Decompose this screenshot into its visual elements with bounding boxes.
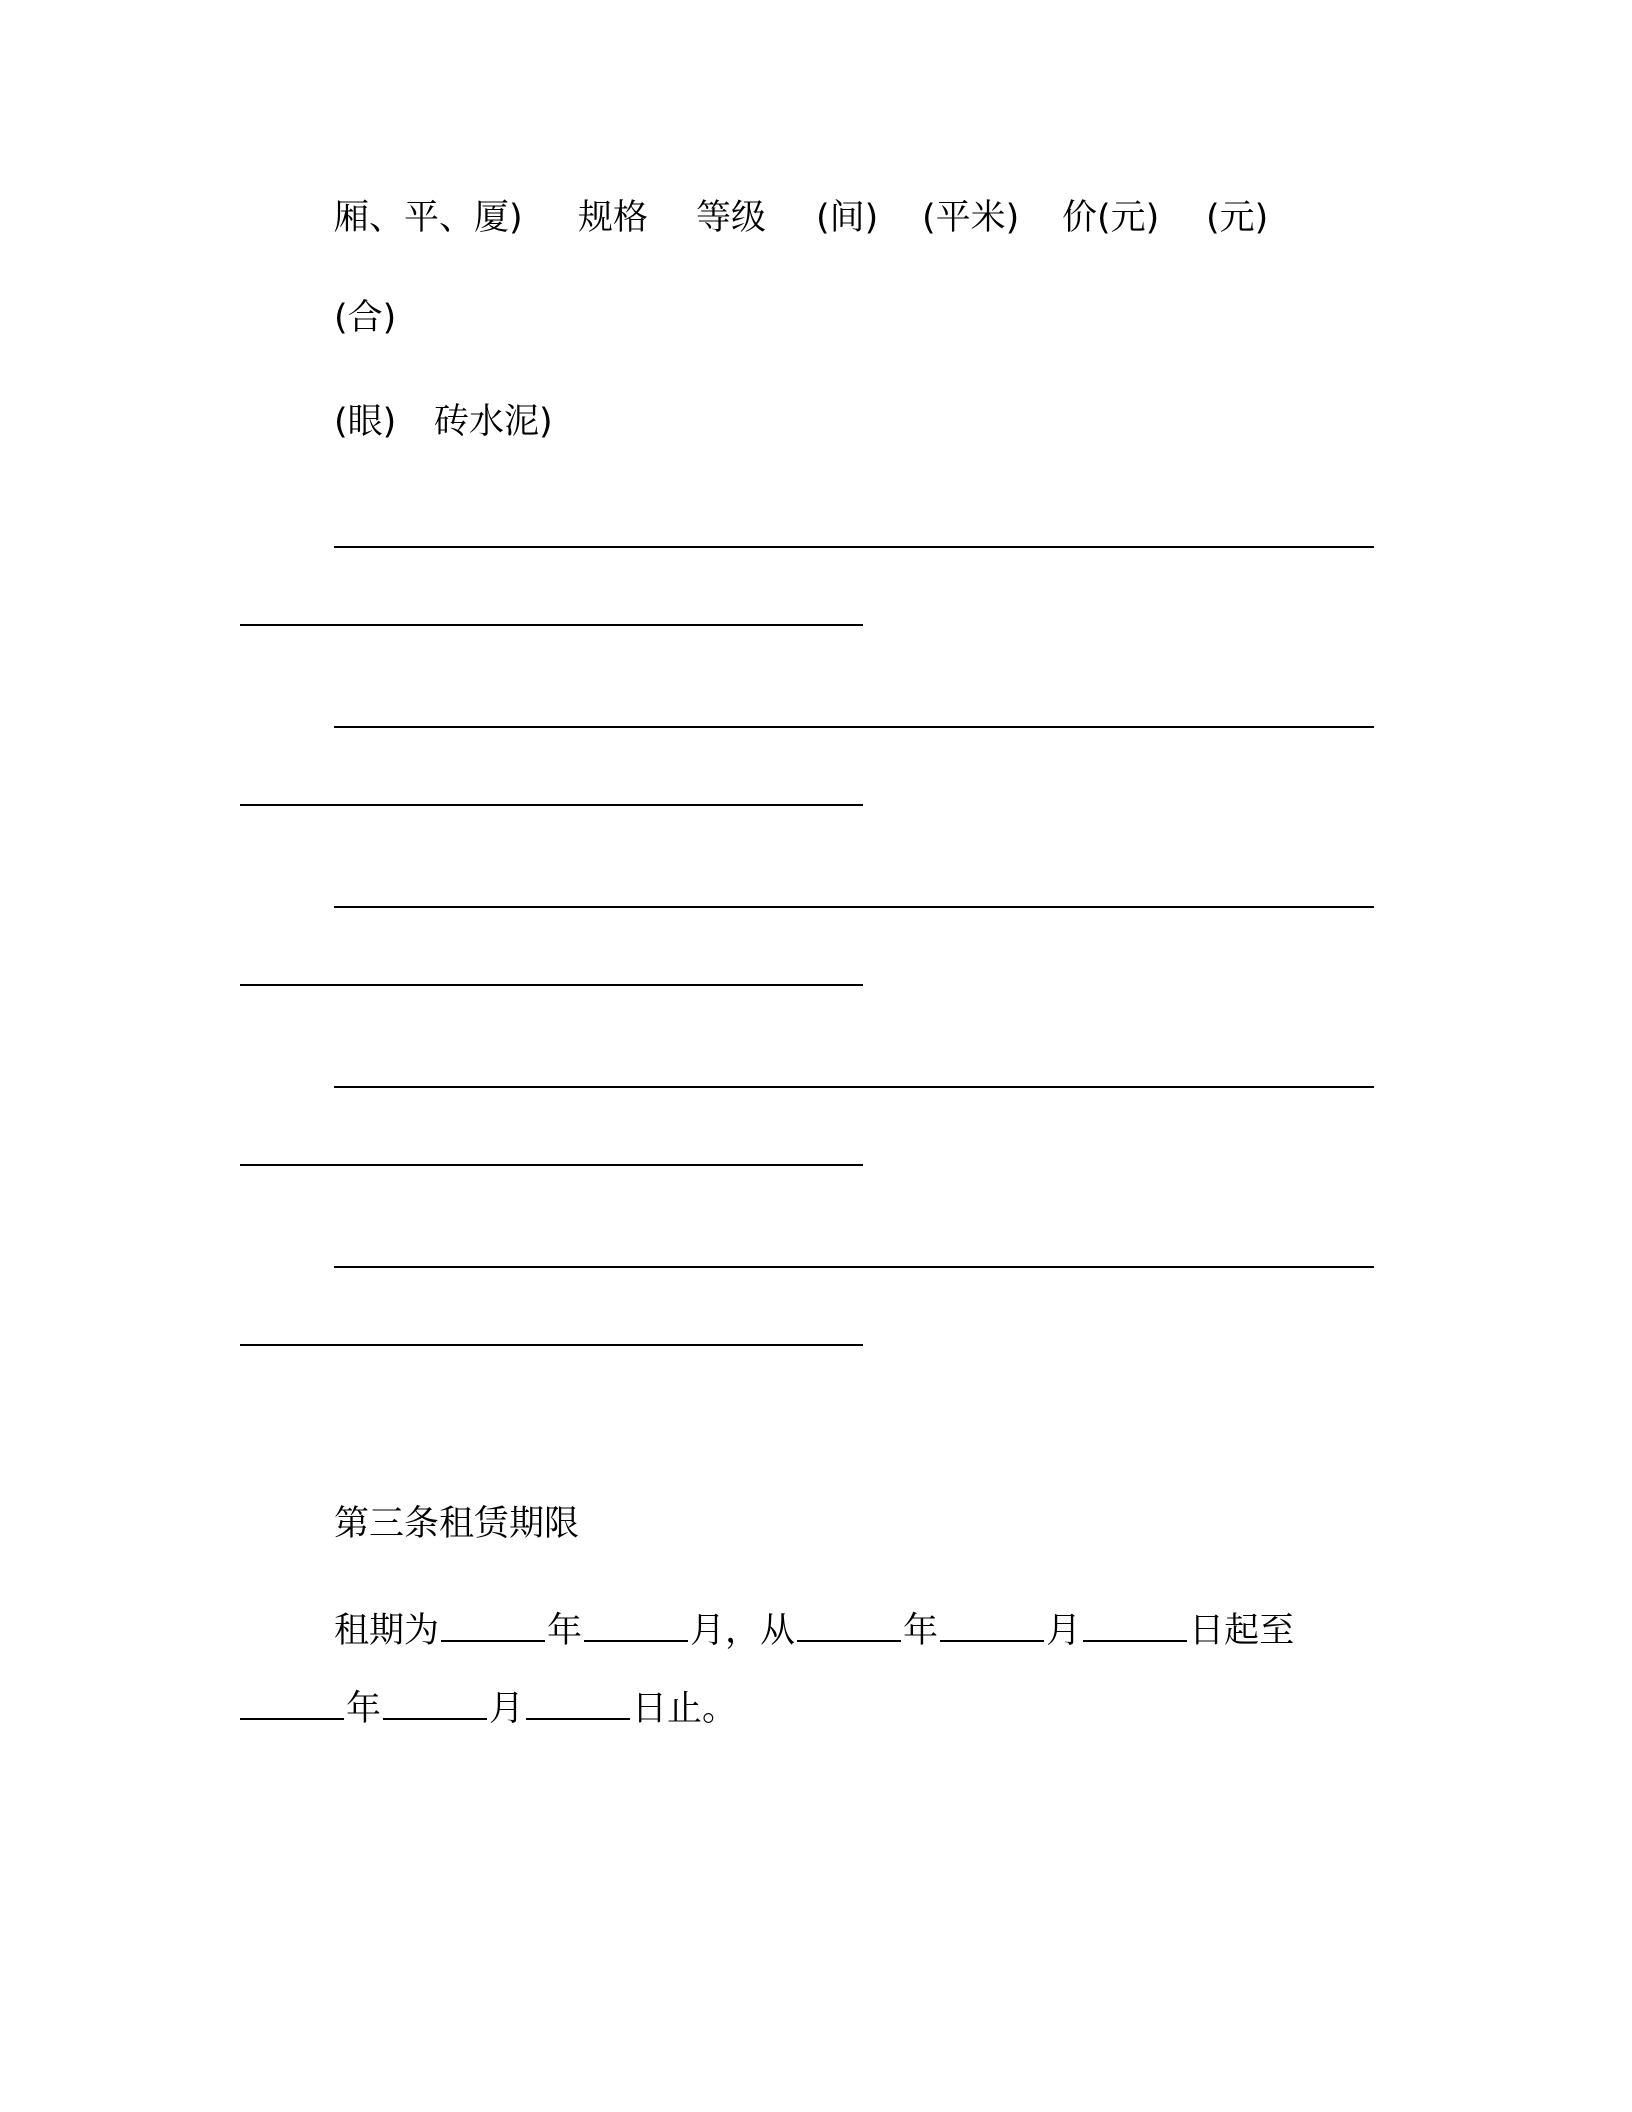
- header-cell-rooms: (间): [816, 198, 879, 238]
- lease-text: 月: [489, 1689, 525, 1729]
- fill-blank[interactable]: [383, 1684, 487, 1720]
- blank-line[interactable]: [240, 624, 863, 626]
- fill-blank[interactable]: [584, 1606, 688, 1642]
- header-row-3-b: 砖水泥): [434, 402, 553, 442]
- lease-text: 年: [346, 1689, 382, 1729]
- fill-blank[interactable]: [441, 1606, 545, 1642]
- fill-blank[interactable]: [240, 1684, 344, 1720]
- blank-line[interactable]: [334, 906, 1374, 908]
- fill-blank[interactable]: [797, 1606, 901, 1642]
- lease-text: 月，从: [690, 1611, 796, 1651]
- lease-text: 月: [1046, 1611, 1082, 1651]
- blank-line[interactable]: [240, 804, 863, 806]
- lease-text: 年: [903, 1611, 939, 1651]
- header-cell-type: 厢、平、厦): [334, 198, 523, 238]
- header-cell-total: (元): [1206, 198, 1269, 238]
- blank-line[interactable]: [240, 984, 863, 986]
- header-row-2: (合): [334, 298, 397, 338]
- section-title: 第三条租赁期限: [334, 1504, 580, 1544]
- blank-line[interactable]: [334, 726, 1374, 728]
- lease-text: 年: [547, 1611, 583, 1651]
- blank-line[interactable]: [334, 1086, 1374, 1088]
- blank-line[interactable]: [240, 1344, 863, 1346]
- fill-blank[interactable]: [526, 1684, 630, 1720]
- lease-text: 日止。: [632, 1689, 738, 1729]
- lease-term-line-1: [334, 1606, 1294, 1653]
- header-row-3-a: (眼): [334, 402, 397, 442]
- table-header-row: [0, 196, 1632, 240]
- fill-blank[interactable]: [940, 1606, 1044, 1642]
- lease-term-line-2: [240, 1684, 737, 1731]
- header-cell-spec: 规格: [578, 198, 649, 238]
- fill-blank[interactable]: [1083, 1606, 1187, 1642]
- header-cell-price: 价(元): [1062, 198, 1160, 238]
- lease-text: 日起至: [1189, 1611, 1295, 1651]
- blank-line[interactable]: [334, 1266, 1374, 1268]
- blank-line[interactable]: [334, 546, 1374, 548]
- lease-text: 租期为: [334, 1611, 440, 1651]
- blank-line[interactable]: [240, 1164, 863, 1166]
- header-cell-grade: 等级: [696, 198, 767, 238]
- header-cell-area: (平米): [922, 198, 1020, 238]
